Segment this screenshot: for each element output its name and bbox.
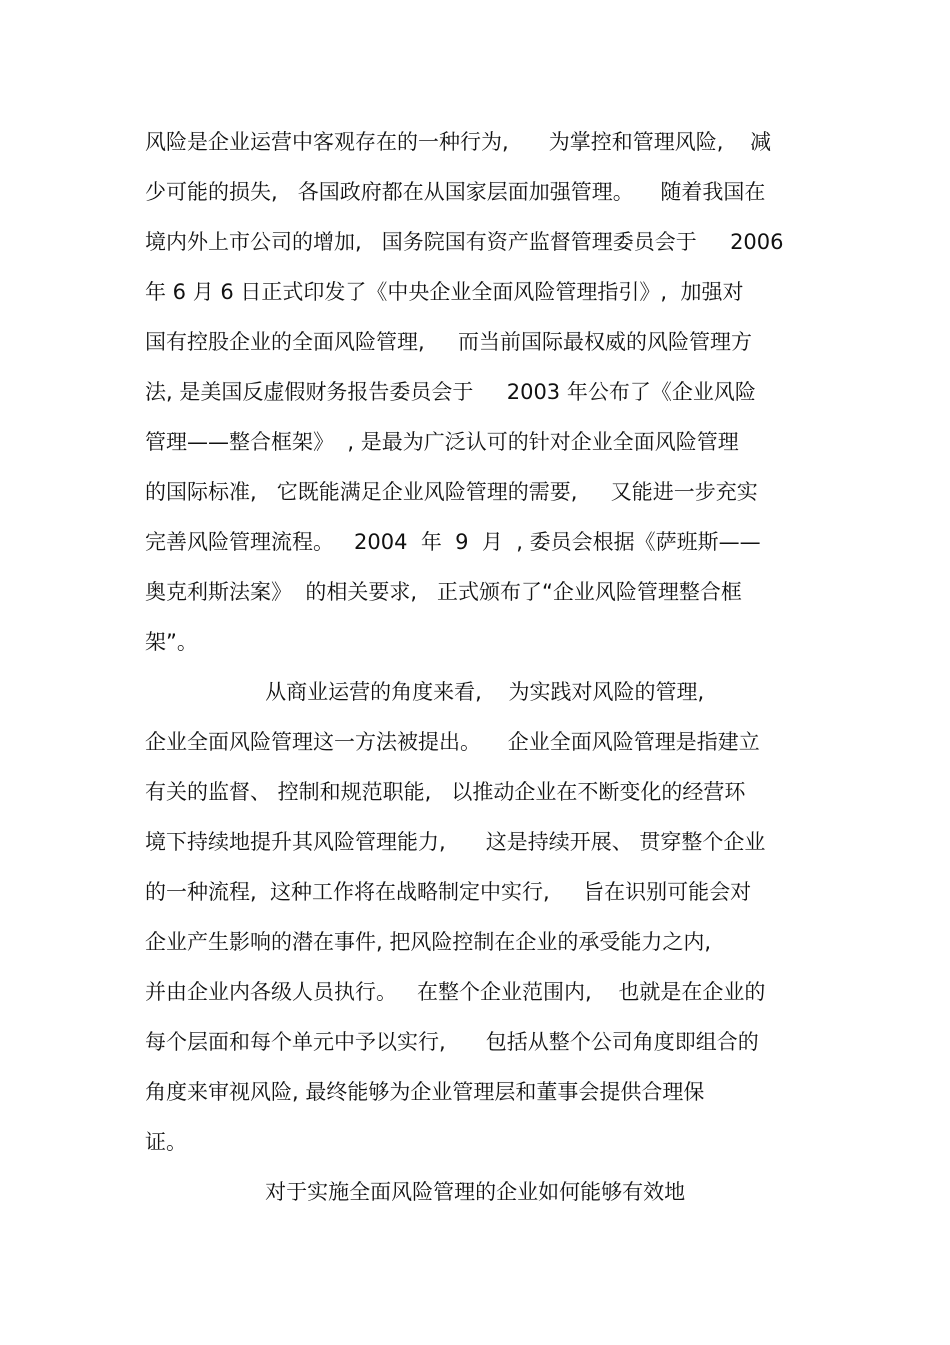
text-line: 证。 <box>145 1130 187 1154</box>
text-line: 国有控股企业的全面风险管理, 而当前国际最权威的风险管理方 <box>145 330 753 354</box>
text-line: 年 6 月 6 日正式印发了《中央企业全面风险管理指引》, 加强对 <box>145 280 744 304</box>
text-line: 架”。 <box>145 630 198 654</box>
text-line: 管理——整合框架》 , 是最为广泛认可的针对企业全面风险管理 <box>145 430 739 454</box>
text-line: 并由企业内各级人员执行。 在整个企业范围内, 也就是在企业的 <box>145 980 766 1004</box>
text-line: 法, 是美国反虚假财务报告委员会于 2003 年公布了《企业风险 <box>145 380 756 404</box>
text-line: 有关的监督、 控制和规范职能, 以推动企业在不断变化的经营环 <box>145 780 746 804</box>
text-line: 的国际标准, 它既能满足企业风险管理的需要, 又能进一步充实 <box>145 480 758 504</box>
text-line: 每个层面和每个单元中予以实行, 包括从整个公司角度即组合的 <box>145 1030 759 1054</box>
text-line: 对于实施全面风险管理的企业如何能够有效地 <box>145 1180 686 1204</box>
text-line: 完善风险管理流程。 2004 年 9 月 , 委员会根据《萨班斯—— <box>145 530 761 554</box>
text-line: 企业产生影响的潜在事件, 把风险控制在企业的承受能力之内, <box>145 930 712 954</box>
text-line: 奥克利斯法案》 的相关要求, 正式颁布了“企业风险管理整合框 <box>145 580 742 604</box>
text-line: 风险是企业运营中客观存在的一种行为, 为掌控和管理风险, 减 <box>145 130 772 154</box>
text-line: 境下持续地提升其风险管理能力, 这是持续开展、 贯穿整个企业 <box>145 830 766 854</box>
text-line: 企业全面风险管理这一方法被提出。 企业全面风险管理是指建立 <box>145 730 760 754</box>
text-line: 角度来审视风险, 最终能够为企业管理层和董事会提供合理保 <box>145 1080 705 1104</box>
text-line: 境内外上市公司的增加, 国务院国有资产监督管理委员会于 2006 <box>145 230 784 254</box>
text-line: 的一种流程, 这种工作将在战略制定中实行, 旨在识别可能会对 <box>145 880 752 904</box>
text-line: 少可能的损失, 各国政府都在从国家层面加强管理。 随着我国在 <box>145 180 766 204</box>
text-line: 从商业运营的角度来看, 为实践对风险的管理, <box>145 680 705 704</box>
